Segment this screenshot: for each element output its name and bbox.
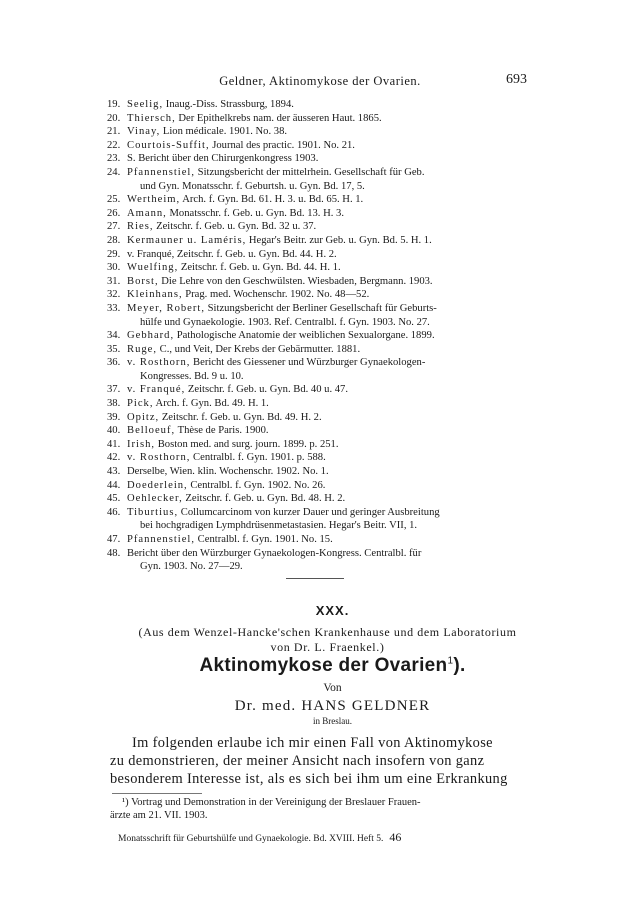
- reference-author: Borst,: [127, 275, 159, 287]
- reference-text: Hegar's Beitr. zur Geb. u. Gyn. Bd. 5. H. 1.: [246, 234, 432, 246]
- reference-author: Pfannenstiel,: [127, 166, 196, 178]
- reference-author: Oehlecker,: [127, 493, 183, 505]
- reference-entry: [107, 506, 545, 520]
- reference-text: Lion médicale. 1901. No. 38.: [160, 126, 288, 138]
- reference-text: Bericht über den Würzburger Gynaekologen-Kongress. Centralbl. für: [127, 547, 422, 559]
- reference-text: Zeitschr. f. Geb. u. Gyn. Bd. 44. H. 1.: [178, 262, 341, 274]
- reference-number: 28.: [107, 234, 121, 246]
- body-text: [110, 734, 542, 789]
- reference-text: Monatsschr. f. Geb. u. Gyn. Bd. 13. H. 3.: [166, 207, 344, 219]
- reference-continuation: hülfe und Gynaekologie. 1903. Ref. Centralbl. f. Gyn. 1903. No. 27.: [140, 316, 430, 328]
- reference-number: 37.: [107, 384, 121, 396]
- reference-entry: [107, 112, 545, 126]
- page-number: 693: [506, 72, 527, 87]
- footnote-mark: 1: [447, 655, 454, 667]
- reference-author: Tiburtius,: [127, 506, 179, 518]
- author-name: Dr. med. HANS GELDNER: [234, 698, 431, 714]
- reference-text: Die Lehre von den Geschwülsten. Wiesbaden, Bergmann. 1903.: [158, 275, 433, 287]
- reference-number: 31.: [107, 275, 121, 287]
- body-line: Im folgenden erlaube ich mir einen Fall von Aktinomykose: [132, 735, 493, 751]
- reference-author: Vinay,: [127, 126, 161, 138]
- reference-number: 22.: [107, 139, 121, 151]
- reference-number: 40.: [107, 425, 121, 437]
- reference-entry: [107, 479, 545, 493]
- article-title: [0, 655, 643, 677]
- reference-entry: [107, 329, 545, 343]
- reference-text: Zeitschr. f. Geb. u. Gyn. Bd. 32 u. 37.: [153, 221, 317, 233]
- reference-text: v. Franqué, Zeitschr. f. Geb. u. Gyn. Bd. 44. H. 2.: [127, 248, 337, 260]
- reference-number: 44.: [107, 479, 121, 491]
- reference-number: 45.: [107, 493, 121, 505]
- footnote-rule: [112, 793, 202, 794]
- provenance-line: von Dr. L. Fraenkel.): [270, 639, 385, 654]
- reference-number: 46.: [107, 506, 121, 518]
- reference-entry: [107, 261, 545, 275]
- reference-text: Sitzungsbericht der mittelrhein. Gesellschaft für Geb.: [195, 166, 425, 178]
- reference-author: Belloeuf,: [127, 425, 176, 437]
- reference-text: Prag. med. Wochenschr. 1902. No. 48—52.: [182, 289, 370, 301]
- reference-number: 35.: [107, 343, 121, 355]
- reference-author: Wertheim,: [127, 194, 181, 206]
- reference-author: v. Rosthorn,: [127, 357, 191, 369]
- body-line: zu demonstrieren, der meiner Ansicht nach insofern von ganz: [110, 753, 485, 770]
- footnote-line: ärzte am 21. VII. 1903.: [110, 810, 208, 821]
- reference-number: 39.: [107, 411, 121, 423]
- footnote: [110, 796, 550, 822]
- reference-text: Pathologische Anatomie der weiblichen Sexualorgane. 1899.: [174, 330, 435, 342]
- reference-number: 21.: [107, 126, 121, 138]
- reference-entry: [107, 533, 545, 547]
- reference-entry: [107, 343, 545, 357]
- reference-text: Centralbl. f. Gyn. 1902. No. 26.: [187, 479, 326, 491]
- reference-author: Wuelfing,: [127, 262, 179, 274]
- reference-entry: [107, 356, 545, 370]
- reference-author: Gebhard,: [127, 330, 175, 342]
- reference-entry: [107, 492, 545, 506]
- reference-text: Centralbl. f. Gyn. 1901. No. 15.: [195, 534, 333, 545]
- reference-author: Ruge,: [127, 343, 158, 355]
- reference-list: [107, 98, 545, 574]
- reference-author: Ries,: [127, 221, 154, 233]
- reference-entry: [107, 193, 545, 207]
- reference-entry: [107, 302, 545, 316]
- reference-text: Boston med. and surg. journ. 1899. p. 251.: [155, 438, 339, 450]
- article-title-text: Aktinomykose der Ovarien: [199, 655, 448, 676]
- reference-entry: [107, 288, 545, 302]
- reference-entry: [107, 411, 545, 425]
- reference-number: 48.: [107, 547, 121, 559]
- reference-text: Zeitschr. f. Geb. u. Gyn. Bd. 40 u. 47.: [185, 384, 348, 396]
- reference-entry: [107, 152, 545, 166]
- reference-entry: [107, 465, 545, 479]
- reference-author: Amann,: [127, 207, 167, 219]
- provenance-note: [100, 625, 555, 654]
- reference-number: 27.: [107, 221, 121, 233]
- reference-author: Courtois-Suffit,: [127, 139, 210, 151]
- reference-text: Bericht des Giessener und Würzburger Gynaekologen-: [190, 357, 426, 369]
- reference-text: Der Epithelkrebs nam. der äusseren Haut. 1865.: [175, 112, 382, 124]
- reference-text: C., und Veit, Der Krebs der Gebärmutter. 1881.: [157, 343, 361, 355]
- reference-entry: [107, 166, 545, 180]
- reference-text: Arch. f. Gyn. Bd. 49. H. 1.: [153, 398, 269, 410]
- reference-number: 42.: [107, 452, 121, 464]
- running-head: Geldner, Aktinomykose der Ovarien.: [219, 74, 421, 88]
- by-label: Von: [323, 682, 342, 694]
- reference-number: 25.: [107, 194, 121, 206]
- reference-author: Kleinhans,: [127, 289, 183, 301]
- reference-continuation: Gyn. 1903. No. 27—29.: [140, 561, 243, 573]
- reference-author: Thiersch,: [127, 112, 176, 124]
- author-city: in Breslau.: [313, 716, 352, 726]
- reference-number: 38.: [107, 398, 121, 410]
- reference-number: 34.: [107, 330, 121, 342]
- reference-entry: [107, 383, 545, 397]
- reference-author: v. Franqué,: [127, 384, 186, 396]
- footer-journal: Monatsschrift für Geburtshülfe und Gynaekologie. Bd. XVIII. Heft 5.: [118, 834, 384, 844]
- reference-entry: [107, 397, 545, 411]
- footnote-line: ¹) Vortrag und Demonstration in der Vereinigung der Breslauer Frauen-: [122, 797, 421, 808]
- body-line: besonderem Interesse ist, als es sich bei ihm um eine Erkrankung: [110, 771, 508, 788]
- reference-entry: [107, 139, 545, 153]
- reference-entry: [107, 275, 545, 289]
- reference-author: Seelig,: [127, 99, 164, 110]
- reference-number: 43.: [107, 466, 121, 478]
- reference-entry: [107, 424, 545, 438]
- reference-continuation: und Gyn. Monatsschr. f. Geburtsh. u. Gyn. Bd. 17, 5.: [140, 180, 365, 192]
- reference-entry: [107, 248, 545, 262]
- reference-entry: [107, 547, 545, 561]
- reference-text: S. Bericht über den Chirurgenkongress 1903.: [127, 153, 319, 165]
- reference-number: 33.: [107, 302, 121, 314]
- reference-entry: [107, 125, 545, 139]
- reference-entry: [107, 451, 545, 465]
- reference-text: Centralbl. f. Gyn. 1901. p. 588.: [190, 452, 326, 464]
- reference-text: Zeitschr. f. Geb. u. Gyn. Bd. 49. H. 2.: [159, 411, 322, 423]
- title-close: ).: [453, 655, 466, 676]
- reference-text: Derselbe, Wien. klin. Wochenschr. 1902. No. 1.: [127, 466, 329, 478]
- reference-entry: [107, 438, 545, 452]
- reference-text: Journal des practic. 1901. No. 21.: [209, 139, 355, 151]
- reference-number: 20.: [107, 112, 121, 124]
- reference-text: Arch. f. Gyn. Bd. 61. H. 3. u. Bd. 65. H. 1.: [180, 194, 364, 206]
- reference-number: 32.: [107, 289, 121, 301]
- provenance-line: (Aus dem Wenzel-Hancke'schen Krankenhause und dem Laboratorium: [138, 625, 517, 639]
- reference-continuation: Kongresses. Bd. 9 u. 10.: [140, 370, 244, 382]
- page-footer: [118, 830, 538, 845]
- reference-author: Kermauner u. Laméris,: [127, 234, 247, 246]
- reference-text: Zeitschr. f. Geb. u. Gyn. Bd. 48. H. 2.: [182, 493, 346, 505]
- reference-author: Meyer, Robert,: [127, 302, 206, 314]
- reference-author: Irish,: [127, 438, 156, 450]
- reference-number: 24.: [107, 166, 121, 178]
- reference-number: 26.: [107, 207, 121, 219]
- reference-text: Collumcarcinom von kurzer Dauer und geringer Ausbreitung: [178, 506, 440, 518]
- reference-entry: [107, 207, 545, 221]
- reference-author: Pick,: [127, 398, 154, 410]
- reference-number: 36.: [107, 357, 121, 369]
- reference-number: 47.: [107, 534, 121, 545]
- reference-text: Thèse de Paris. 1900.: [175, 425, 269, 437]
- reference-number: 41.: [107, 438, 121, 450]
- reference-author: Doederlein,: [127, 479, 188, 491]
- reference-entry: [107, 220, 545, 234]
- chapter-number: XXX.: [315, 603, 350, 618]
- reference-author: v. Rosthorn,: [127, 452, 191, 464]
- reference-entry: [107, 234, 545, 248]
- reference-text: Sitzungsbericht der Berliner Gesellschaft für Geburts-: [205, 302, 437, 314]
- reference-entry: [107, 98, 545, 112]
- reference-text: Inaug.-Diss. Strassburg, 1894.: [163, 99, 294, 110]
- reference-continuation: bei hochgradigen Lymphdrüsenmetastasien. Hegar's Beitr. VII, 1.: [140, 520, 418, 532]
- reference-author: Pfannenstiel,: [127, 534, 196, 545]
- reference-number: 23.: [107, 153, 121, 165]
- section-divider: [286, 578, 344, 579]
- reference-number: 29.: [107, 248, 121, 260]
- reference-author: Opitz,: [127, 411, 160, 423]
- reference-number: 19.: [107, 99, 121, 110]
- reference-number: 30.: [107, 262, 121, 274]
- signature-mark: 46: [389, 830, 402, 844]
